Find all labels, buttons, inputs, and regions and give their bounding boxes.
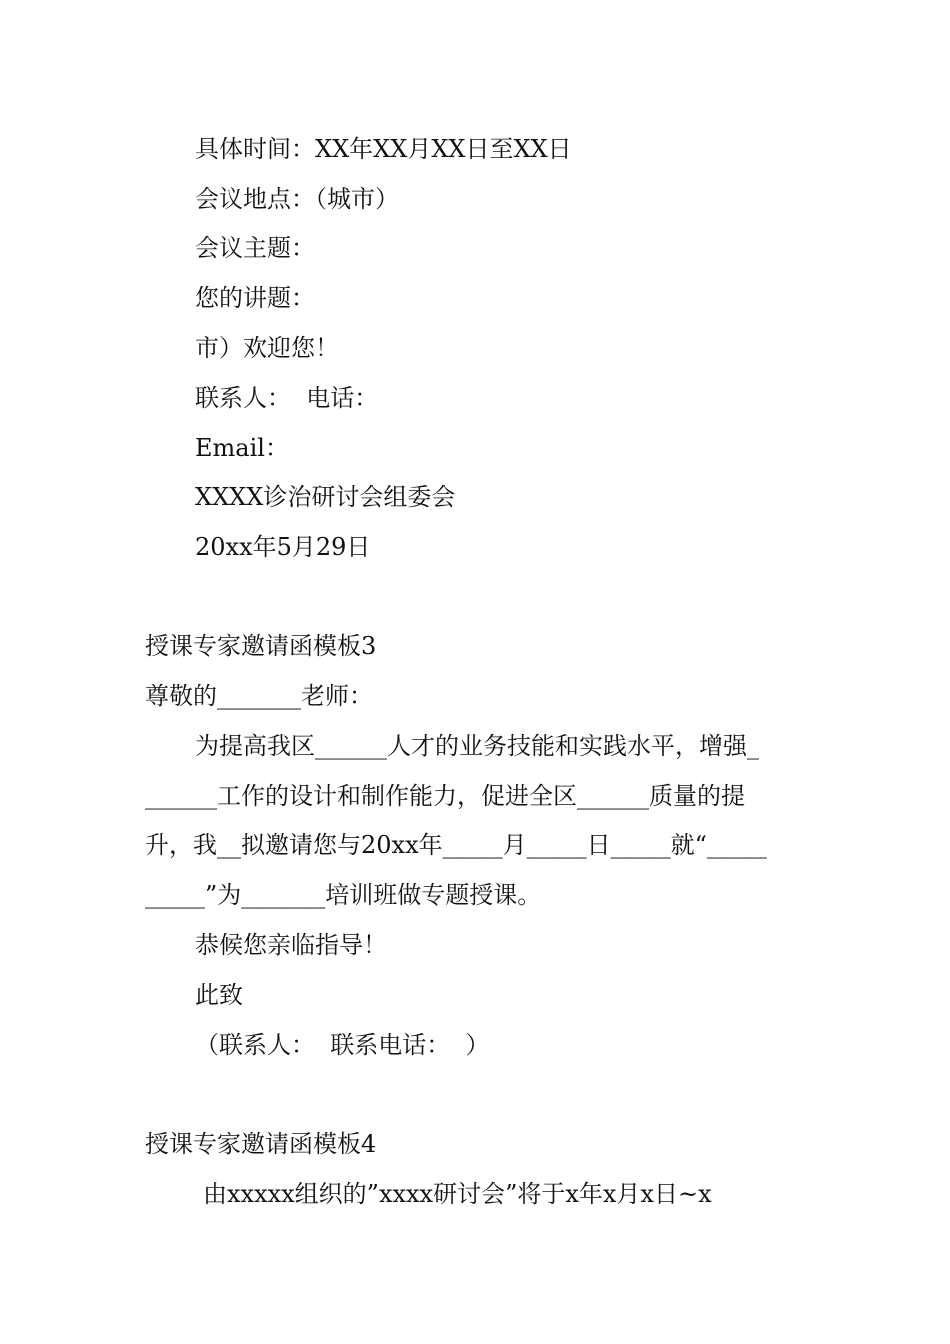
template3-heading: 授课专家邀请函模板3	[145, 632, 377, 660]
email-line: Email：	[195, 434, 289, 462]
template3-salutation: 尊敬的_______老师：	[145, 682, 373, 710]
template3-closing: 恭候您亲临指导！	[195, 931, 387, 959]
template3-salute: 此致	[195, 981, 243, 1009]
template3-body-line: ______工作的设计和制作能力，促进全区______质量的提	[145, 782, 745, 810]
template4-heading: 授课专家邀请函模板4	[145, 1130, 377, 1158]
organizer-line: XXXX诊治研讨会组委会	[195, 483, 456, 511]
meeting-time: 具体时间：XX年XX月XX日至XX日	[195, 135, 572, 163]
template3-body-line: 为提高我区______人才的业务技能和实践水平，增强_	[195, 732, 759, 760]
meeting-place: 会议地点：（城市）	[195, 185, 399, 213]
welcome-line: 市）欢迎您！	[195, 334, 339, 362]
meeting-theme: 会议主题：	[195, 234, 315, 262]
template3-body-line: 升，我__拟邀请您与20xx年_____月_____日_____就“_____	[145, 831, 767, 859]
template4-body-line: 由xxxxx组织的”xxxx研讨会”将于x年x月x日~x	[203, 1180, 712, 1208]
template3-body-line: _____”为_______培训班做专题授课。	[145, 881, 542, 909]
date-line: 20xx年5月29日	[195, 533, 371, 561]
contact-line: 联系人： 电话：	[195, 384, 379, 412]
template3-contact: （联系人： 联系电话： ）	[195, 1031, 490, 1059]
lecture-topic: 您的讲题：	[195, 284, 315, 312]
